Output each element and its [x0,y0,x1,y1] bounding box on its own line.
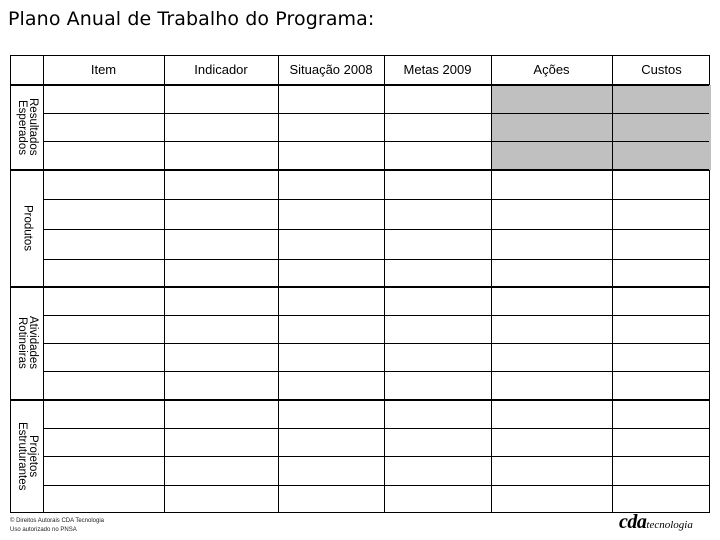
grid-vline [164,56,165,512]
grid-vline [612,56,613,512]
row-line [43,428,709,429]
row-line [43,259,709,260]
brand-logo [619,511,693,534]
grid-vline [278,56,279,512]
row-line [43,229,709,230]
row-line [43,371,709,372]
row-line [43,141,709,142]
page-title: Plano Anual de Trabalho do Programa: [8,8,375,30]
annual-plan-table [10,55,710,513]
group-label-projetos: Projetos Estruturantes [16,421,39,491]
group-separator [11,399,709,401]
grid-vline [491,56,492,512]
column-header-custos: Custos [641,62,682,77]
brand-main: cda [619,511,647,533]
brand-sub: tecnologia [646,519,693,531]
row-line [43,315,709,316]
header-separator [11,84,709,86]
column-header-metas: Metas 2009 [403,62,472,77]
column-header-item: Item [90,62,117,77]
usage-line: Uso autorizado no PNSA [10,527,77,533]
group-label-resultados: Resultados Esperados [16,98,39,156]
row-line [43,113,709,114]
column-header-situacao: Situação 2008 [289,62,373,77]
grid-vline [43,56,44,512]
group-label-atividades: Atividades Rotineiras [16,316,39,370]
row-line [43,343,709,344]
group-separator [11,169,709,171]
copyright-note [10,517,104,535]
row-line [43,199,709,200]
group-separator [11,286,709,288]
grid-vline [384,56,385,512]
copyright-line: © Direitos Autorais CDA Tecnologia [10,518,105,524]
group-label-produtos: Produtos [21,204,34,252]
column-header-indicador: Indicador [194,62,248,77]
column-header-acoes: Ações [533,62,570,77]
row-line [43,485,709,486]
shaded-cell-block [491,85,711,170]
row-line [43,456,709,457]
